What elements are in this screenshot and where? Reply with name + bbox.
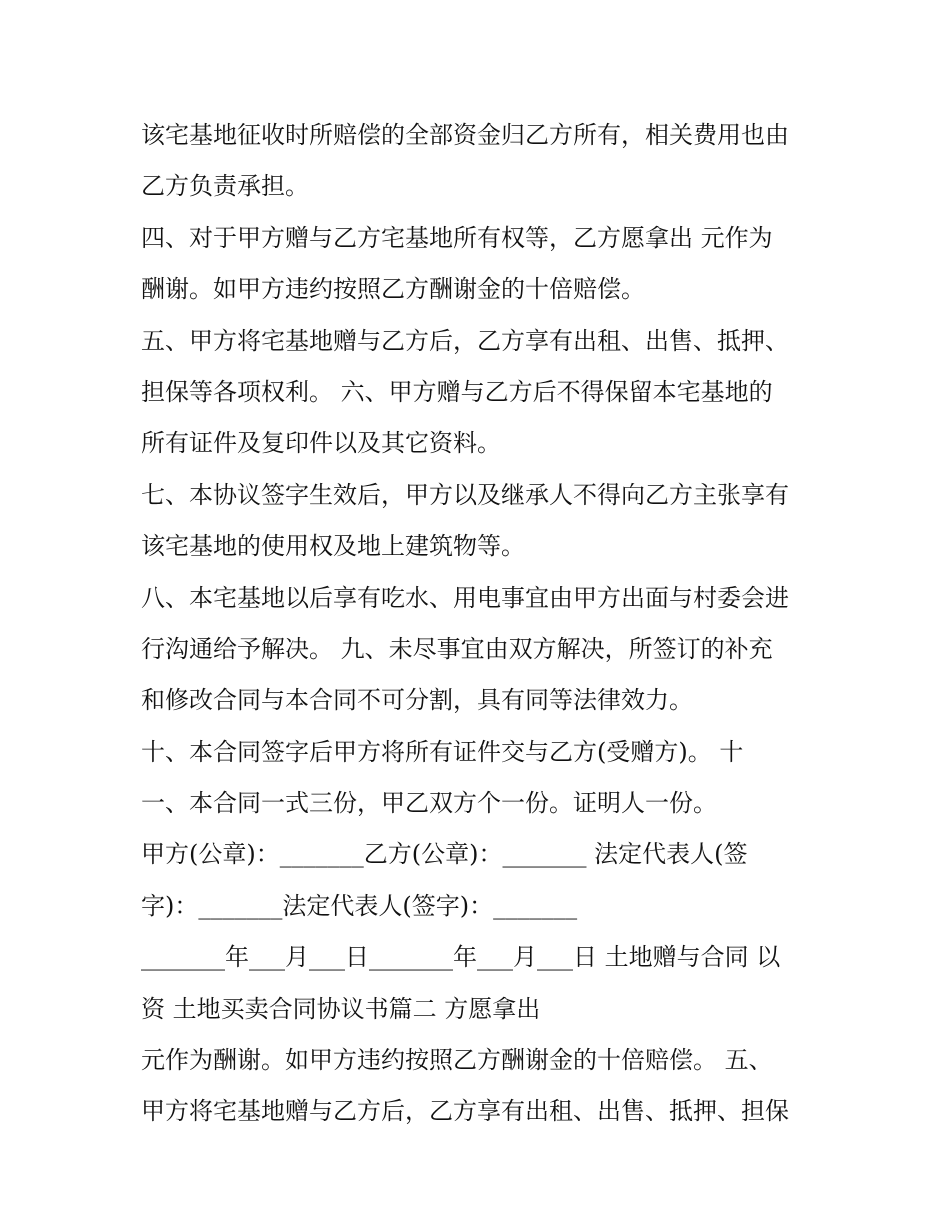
text-line: 所有证件及复印件以及其它资料。 — [141, 429, 501, 458]
text-line: 四、对于甲方赠与乙方宅基地所有权等，乙方愿拿出 元作为 — [141, 223, 773, 252]
text-line: 酬谢。如甲方违约按照乙方酬谢金的十倍赔偿。 — [141, 275, 645, 304]
text-line: 该宅基地的使用权及地上建筑物等。 — [141, 532, 525, 561]
text-line: 八、本宅基地以后享有吃水、用电事宜由甲方出面与村委会进 — [141, 583, 789, 612]
text-line: 资 土地买卖合同协议书篇二 方愿拿出 — [141, 994, 541, 1023]
text-line: 元作为酬谢。如甲方违约按照乙方酬谢金的十倍赔偿。 五、 — [141, 1046, 773, 1075]
text-line: 担保等各项权利。 六、甲方赠与乙方后不得保留本宅基地的 — [141, 377, 773, 406]
text-line: 乙方负责承担。 — [141, 172, 309, 201]
signature-line: 甲方(公章)：_______乙方(公章)：_______ 法定代表人(签 — [141, 840, 748, 869]
text-line: 甲方将宅基地赠与乙方后，乙方享有出租、出售、抵押、担保 — [141, 1097, 789, 1126]
signature-line: 字)：_______法定代表人(签字)：_______ — [141, 891, 578, 920]
text-line: 七、本协议签字生效后，甲方以及继承人不得向乙方主张享有 — [141, 480, 789, 509]
text-line: 一、本合同一式三份，甲乙双方个一份。证明人一份。 — [141, 789, 717, 818]
text-line: 十、本合同签字后甲方将所有证件交与乙方(受赠方)。 十 — [141, 737, 744, 766]
contract-body-text — [141, 110, 841, 1138]
text-line: 该宅基地征收时所赔偿的全部资金归乙方所有，相关费用也由 — [141, 121, 789, 149]
text-line: 和修改合同与本合同不可分割，具有同等法律效力。 — [141, 686, 693, 715]
date-line: _______年___月___日_______年___月___日 土地赠与合同 以 — [141, 943, 781, 972]
text-line: 行沟通给予解决。 九、未尽事宜由双方解决，所签订的补充 — [141, 634, 773, 663]
text-line: 五、甲方将宅基地赠与乙方后，乙方享有出租、出售、抵押、 — [141, 326, 789, 355]
